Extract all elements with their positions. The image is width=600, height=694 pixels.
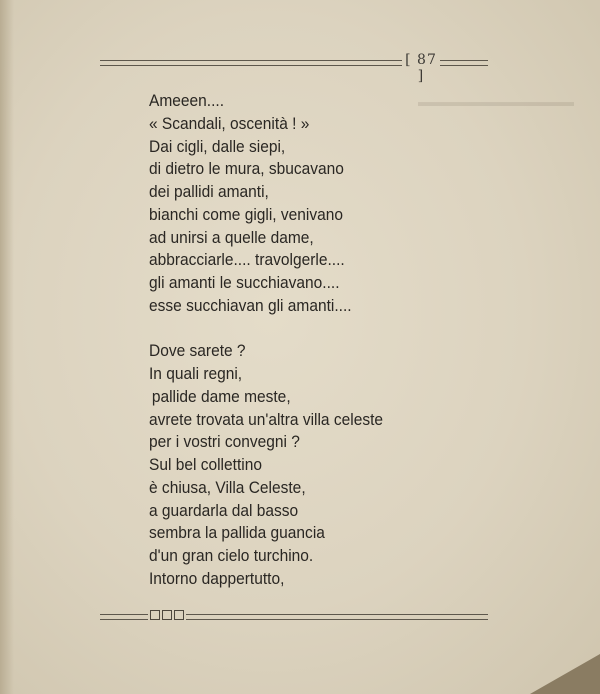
footer-ornament-icon (150, 610, 190, 622)
poem-line: è chiusa, Villa Celeste, (149, 478, 306, 497)
poem-line: di dietro le mura, sbucavano (149, 160, 344, 179)
page-number: [ 87 ] (405, 52, 437, 84)
poem-line: abbracciarle.... travolgerle.... (149, 251, 345, 270)
poem-line: bianchi come gigli, venivano (149, 205, 343, 224)
poem-line: a guardarla dal basso (149, 501, 299, 520)
ornament-square-icon (150, 610, 160, 620)
poem-text (149, 90, 383, 591)
poem-line: per i vostri convegni ? (149, 433, 300, 452)
poem-line: Intorno dappertutto, (149, 569, 285, 588)
poem-line: Dai cigli, dalle siepi, (149, 137, 286, 156)
footer-rule-left (100, 614, 148, 620)
stanza-break (149, 318, 383, 341)
poem-line: dei pallidi amanti, (149, 183, 269, 201)
poem-line: avrete trovata un'altra villa celeste (149, 410, 384, 429)
poem-line: pallide dame meste, (151, 387, 291, 406)
poem-line: « Scandali, oscenità ! » (149, 114, 310, 133)
ornament-square-icon (162, 610, 172, 620)
header-rule-left (100, 60, 402, 66)
poem-line: esse succhiavan gli amanti.... (149, 296, 352, 315)
poem-line: In quali regni, (149, 365, 243, 383)
poem-line: gli amanti le succhiavano.... (149, 274, 340, 292)
poem-line: Ameeen.... (149, 92, 225, 110)
poem-line: Dove sarete ? (149, 342, 246, 361)
footer-rule-right (186, 614, 488, 620)
header-rule-right (440, 60, 488, 66)
show-through-bleed: ▬▬▬▬▬▬▬▬▬▬▬▬ (418, 94, 574, 109)
page-corner (530, 654, 600, 694)
poem-line: sembra la pallida guancia (149, 524, 325, 543)
ornament-square-icon (174, 610, 184, 620)
poem-line: Sul bel collettino (149, 456, 262, 474)
poem-line: ad unirsi a quelle dame, (149, 228, 314, 247)
binding-shadow (0, 0, 14, 694)
poem-line: d'un gran cielo turchino. (149, 547, 314, 565)
